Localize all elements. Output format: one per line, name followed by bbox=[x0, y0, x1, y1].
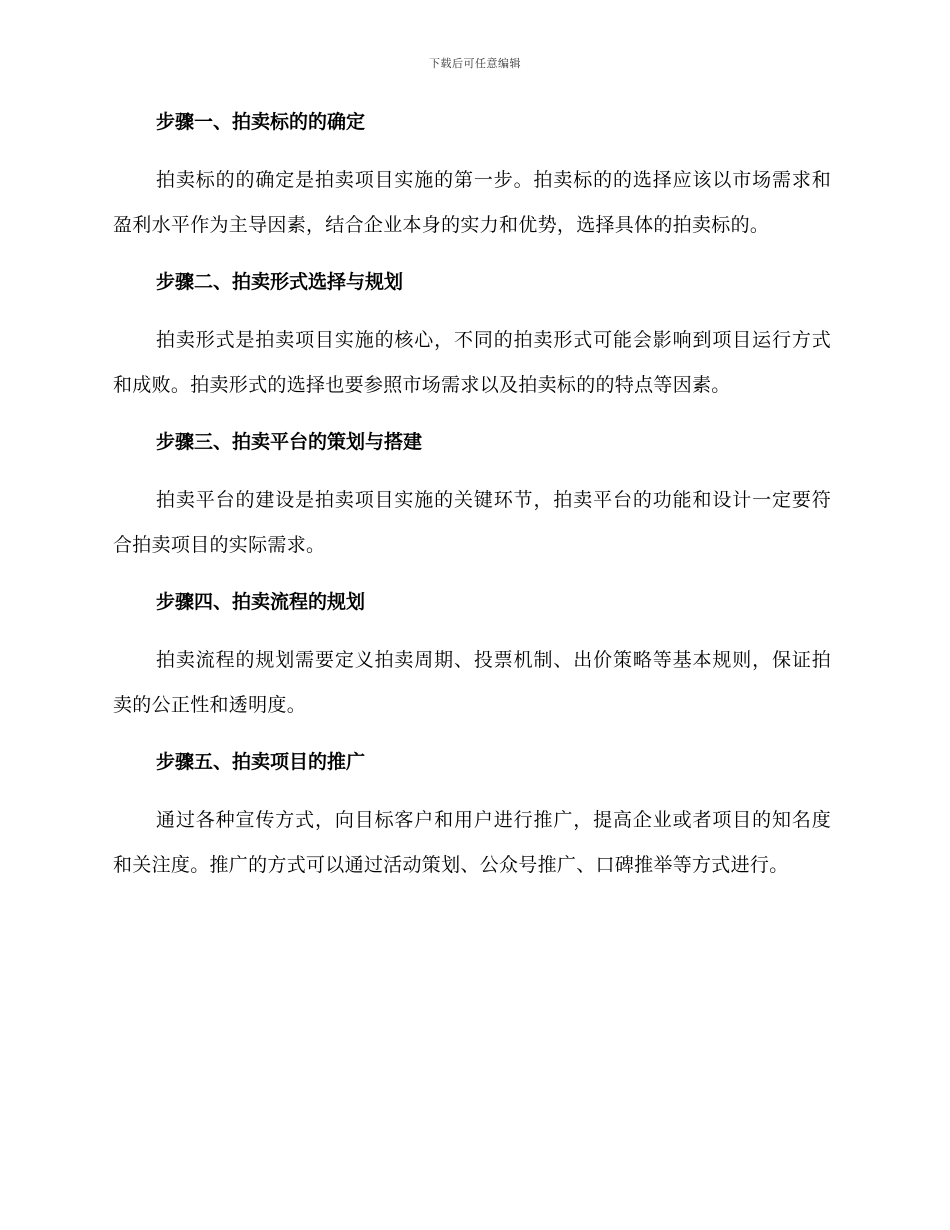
document-content bbox=[113, 108, 831, 908]
step-3-body: 拍卖平台的建设是拍卖项目实施的关键环节，拍卖平台的功能和设计一定要符合拍卖项目的实际需求。 bbox=[113, 489, 831, 556]
step-1-body: 拍卖标的的确定是拍卖项目实施的第一步。拍卖标的的选择应该以市场需求和盈利水平作为主导因素，结合企业本身的实力和优势，选择具体的拍卖标的。 bbox=[113, 169, 831, 236]
header-note: 下载后可任意编辑 bbox=[429, 57, 521, 70]
step-4-body: 拍卖流程的规划需要定义拍卖周期、投票机制、出价策略等基本规则，保证拍卖的公正性和透明度。 bbox=[113, 649, 831, 716]
step-5-body: 通过各种宣传方式，向目标客户和用户进行推广，提高企业或者项目的知名度和关注度。推广的方式可以通过活动策划、公众号推广、口碑推举等方式进行。 bbox=[113, 809, 831, 876]
step-4-heading: 步骤四、拍卖流程的规划 bbox=[156, 591, 366, 613]
step-2-heading: 步骤二、拍卖形式选择与规划 bbox=[156, 271, 404, 293]
step-3-heading: 步骤三、拍卖平台的策划与搭建 bbox=[156, 431, 423, 453]
step-1-heading: 步骤一、拍卖标的的确定 bbox=[156, 111, 366, 133]
step-5-heading: 步骤五、拍卖项目的推广 bbox=[156, 751, 366, 773]
step-2-body: 拍卖形式是拍卖项目实施的核心，不同的拍卖形式可能会影响到项目运行方式和成败。拍卖形式的选择也要参照市场需求以及拍卖标的的特点等因素。 bbox=[113, 329, 831, 396]
